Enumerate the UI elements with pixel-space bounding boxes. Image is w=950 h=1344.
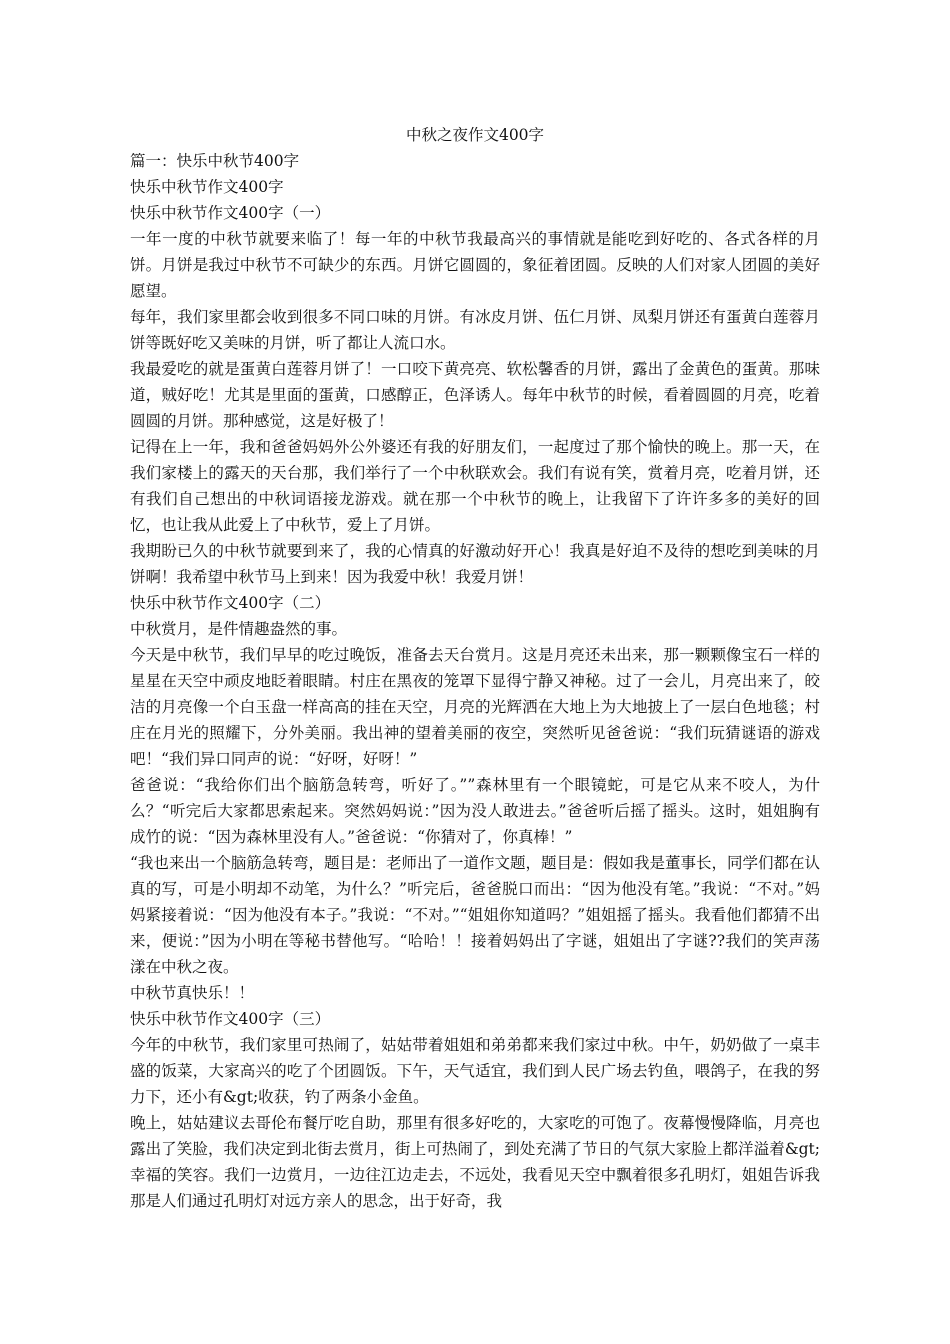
paragraph: 中秋节真快乐！！ (130, 984, 255, 1002)
document-page (130, 122, 820, 1214)
document-title: 中秋之夜作文400字 (405, 126, 545, 144)
paragraph: “我也来出一个脑筋急转弯，题目是：老师出了一道作文题，题目是：假如我是董事长，同学们都在认真的写，可是小明却不动笔，为什么？”听完后，爸爸脱口而出：“因为他没有笔。”我说：“不对。”妈妈紧接着说：“因为他没有本子。”我说：“不对。”“姐姐你知道吗？”姐姐摇了摇头。我看他们都猜不出来，便说：”因为小明在等秘书替他写。“哈哈！！接着妈妈出了字谜，姐姐出了字谜??我们的笑声荡漾在中秋之夜。 (130, 854, 820, 976)
paragraph: 一年一度的中秋节就要来临了！每一年的中秋节我最高兴的事情就是能吃到好吃的、各式各样的月饼。月饼是我过中秋节不可缺少的东西。月饼它圆圆的，象征着团圆。反映的人们对家人团圆的美好愿望。 (130, 230, 820, 300)
paragraph: 中秋赏月，是件情趣盎然的事。 (130, 620, 348, 638)
paragraph: 每年，我们家里都会收到很多不同口味的月饼。有冰皮月饼、伍仁月饼、凤梨月饼还有蛋黄白莲蓉月饼等既好吃又美味的月饼，听了都让人流口水。 (130, 308, 820, 352)
section-heading: 快乐中秋节作文400字 (130, 178, 284, 196)
subsection-heading: 快乐中秋节作文400字（一） (130, 204, 331, 222)
section-heading: 篇一：快乐中秋节400字 (130, 152, 300, 170)
paragraph: 我最爱吃的就是蛋黄白莲蓉月饼了！一口咬下黄亮亮、软松馨香的月饼，露出了金黄色的蛋黄。那味道，贼好吃！尤其是里面的蛋黄，口感醇正，色泽诱人。每年中秋节的时候，看着圆圆的月亮，吃着圆圆的月饼。那种感觉，这是好极了！ (130, 360, 820, 430)
subsection-heading: 快乐中秋节作文400字（二） (130, 594, 331, 612)
paragraph: 我期盼已久的中秋节就要到来了，我的心情真的好激动好开心！我真是好迫不及待的想吃到美味的月饼啊！我希望中秋节马上到来！因为我爱中秋！我爱月饼！ (130, 542, 820, 586)
subsection-heading: 快乐中秋节作文400字（三） (130, 1010, 331, 1028)
paragraph: 晚上，姑姑建议去哥伦布餐厅吃自助，那里有很多好吃的，大家吃的可饱了。夜幕慢慢降临，月亮也露出了笑脸，我们决定到北街去赏月，街上可热闹了，到处充满了节日的气氛大家脸上都洋溢着&gt;幸福的笑容。我们一边赏月，一边往江边走去，不远处，我看见天空中飘着很多孔明灯，姐姐告诉我那是人们通过孔明灯对远方亲人的思念，出于好奇，我 (130, 1114, 820, 1210)
paragraph: 记得在上一年，我和爸爸妈妈外公外婆还有我的好朋友们，一起度过了那个愉快的晚上。那一天，在我们家楼上的露天的天台那，我们举行了一个中秋联欢会。我们有说有笑，赏着月亮，吃着月饼，还有我们自己想出的中秋词语接龙游戏。就在那一个中秋节的晚上，让我留下了许许多多的美好的回忆，也让我从此爱上了中秋节，爱上了月饼。 (130, 438, 820, 534)
paragraph: 爸爸说：“我给你们出个脑筋急转弯，听好了。””森林里有一个眼镜蛇，可是它从来不咬人，为什么？“听完后大家都思索起来。突然妈妈说：”因为没人敢进去。”爸爸听后摇了摇头。这时，姐姐胸有成竹的说：“因为森林里没有人。”爸爸说：“你猜对了，你真棒！” (130, 776, 820, 846)
paragraph: 今天是中秋节，我们早早的吃过晚饭，准备去天台赏月。这是月亮还未出来，那一颗颗像宝石一样的星星在天空中顽皮地眨着眼睛。村庄在黑夜的笼罩下显得宁静又神秘。过了一会儿，月亮出来了，皎洁的月亮像一个白玉盘一样高高的挂在天空，月亮的光辉洒在大地上为大地披上了一层白色地毯；村庄在月光的照耀下，分外美丽。我出神的望着美丽的夜空，突然听见爸爸说：“我们玩猜谜语的游戏吧！“我们异口同声的说：“好呀，好呀！” (130, 646, 820, 768)
paragraph: 今年的中秋节，我们家里可热闹了，姑姑带着姐姐和弟弟都来我们家过中秋。中午，奶奶做了一桌丰盛的饭菜，大家高兴的吃了个团圆饭。下午，天气适宜，我们到人民广场去钓鱼，喂鸽子，在我的努力下，还小有&gt;收获，钓了两条小金鱼。 (130, 1036, 820, 1106)
